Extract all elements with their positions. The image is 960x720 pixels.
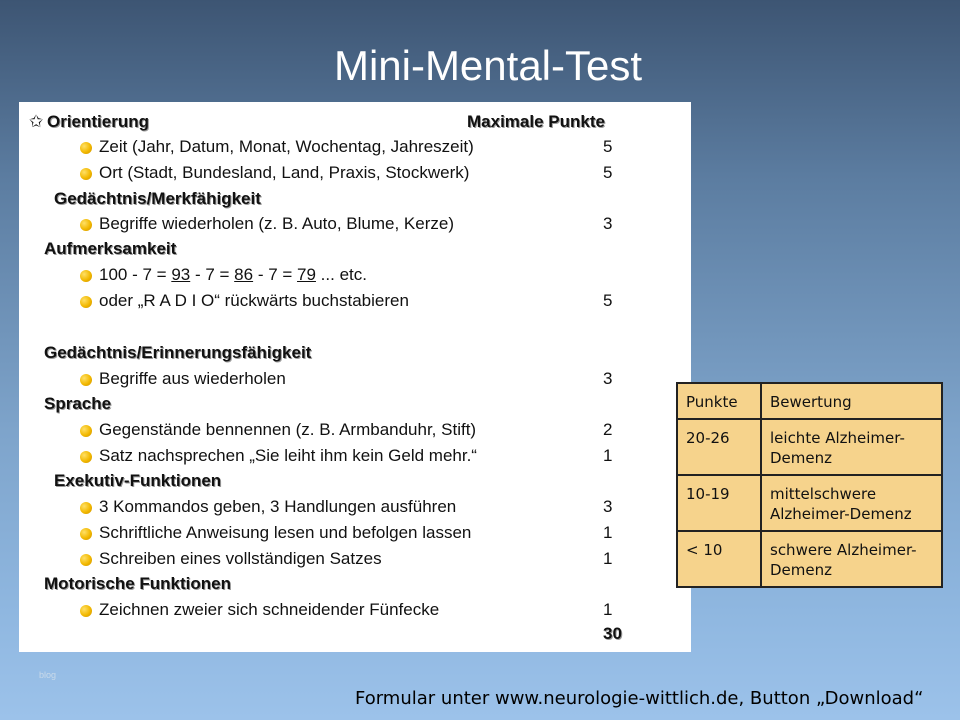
watermark: blog xyxy=(39,670,57,680)
section-label: Sprache xyxy=(44,394,112,413)
item-points: 1 xyxy=(603,523,613,542)
table-cell-range: 10-19 xyxy=(677,475,761,531)
item-points: 3 xyxy=(603,369,613,388)
column-header-punkte: Punkte xyxy=(677,383,761,419)
section-label: Gedächtnis/Erinnerungsfähigkeit xyxy=(44,343,312,362)
item-text: Begriffe aus wiederholen xyxy=(99,369,286,388)
item-text: Gegenstände bennennen (z. B. Armbanduhr, Stift) xyxy=(99,420,477,439)
section-label: Aufmerksamkeit xyxy=(44,239,177,258)
section-heading-sprache xyxy=(32,394,111,414)
item-text: Zeit (Jahr, Datum, Monat, Wochentag, Jahreszeit) xyxy=(99,137,474,156)
section-label: Orientierung xyxy=(47,112,150,131)
section-heading-motorisch xyxy=(32,574,231,594)
section-heading-orientierung xyxy=(29,112,149,132)
item-points: 5 xyxy=(603,137,613,156)
table-cell-rating: mittelschwere Alzheimer-Demenz xyxy=(761,475,942,531)
bullet-icon xyxy=(80,374,92,386)
bullet-icon xyxy=(80,528,92,540)
item-points: 5 xyxy=(603,291,613,310)
item-text: Schriftliche Anweisung lesen und befolgen lassen xyxy=(99,523,472,542)
section-heading-exekutiv xyxy=(36,471,221,491)
item-points: 1 xyxy=(603,446,613,465)
table-cell-rating: leichte Alzheimer-Demenz xyxy=(761,419,942,475)
section-label: Gedächtnis/Merkfähigkeit xyxy=(54,189,261,208)
bullet-icon xyxy=(80,605,92,617)
slide-title: Mini-Mental-Test xyxy=(333,42,643,89)
table-cell-range: < 10 xyxy=(677,531,761,587)
section-heading-merkfaehigkeit xyxy=(36,189,261,209)
item-points: 1 xyxy=(603,600,613,619)
table-row xyxy=(677,531,942,587)
table-row xyxy=(677,419,942,475)
column-header-bewertung: Bewertung xyxy=(761,383,942,419)
bullet-icon xyxy=(80,219,92,231)
item-text: Ort (Stadt, Bundesland, Land, Praxis, Stockwerk) xyxy=(99,163,470,182)
item-text: Schreiben eines vollständigen Satzes xyxy=(99,549,382,568)
item-points: 5 xyxy=(603,163,613,182)
section-heading-erinnerungsfaehigkeit xyxy=(32,343,311,363)
bullet-icon xyxy=(80,425,92,437)
test-content-box xyxy=(19,102,691,652)
item-text: Satz nachsprechen „Sie leiht ihm kein Geld mehr.“ xyxy=(99,446,477,465)
table-row xyxy=(677,475,942,531)
item-points: 3 xyxy=(603,214,613,233)
section-label: Motorische Funktionen xyxy=(44,574,231,593)
bullet-icon xyxy=(80,270,92,282)
section-heading-aufmerksamkeit xyxy=(32,239,176,259)
star-icon: ✩ xyxy=(29,112,44,131)
score-table xyxy=(676,382,943,588)
total-points: 30 xyxy=(603,624,622,643)
serial-sevens-text: 100 - 7 = 93 - 7 = 86 - 7 = 79 ... etc. xyxy=(99,265,367,284)
item-text: oder „R A D I O“ rückwärts buchstabieren xyxy=(99,291,409,310)
bullet-icon xyxy=(80,296,92,308)
item-text: 3 Kommandos geben, 3 Handlungen ausführen xyxy=(99,497,457,516)
bullet-icon xyxy=(80,451,92,463)
bullet-icon xyxy=(80,142,92,154)
table-cell-rating: schwere Alzheimer-Demenz xyxy=(761,531,942,587)
bullet-icon xyxy=(80,554,92,566)
footer-note: Formular unter www.neurologie-wittlich.de, Button „Download“ xyxy=(355,688,924,709)
table-header-row xyxy=(677,383,942,419)
item-text: Zeichnen zweier sich schneidender Fünfecke xyxy=(99,600,440,619)
bullet-icon xyxy=(80,502,92,514)
item-text: Begriffe wiederholen (z. B. Auto, Blume, Kerze) xyxy=(99,214,454,233)
section-label: Exekutiv-Funktionen xyxy=(54,471,222,490)
item-points: 1 xyxy=(603,549,613,568)
item-points: 3 xyxy=(603,497,613,516)
item-points: 2 xyxy=(603,420,613,439)
table-cell-range: 20-26 xyxy=(677,419,761,475)
max-points-heading: Maximale Punkte xyxy=(467,112,605,131)
bullet-icon xyxy=(80,168,92,180)
